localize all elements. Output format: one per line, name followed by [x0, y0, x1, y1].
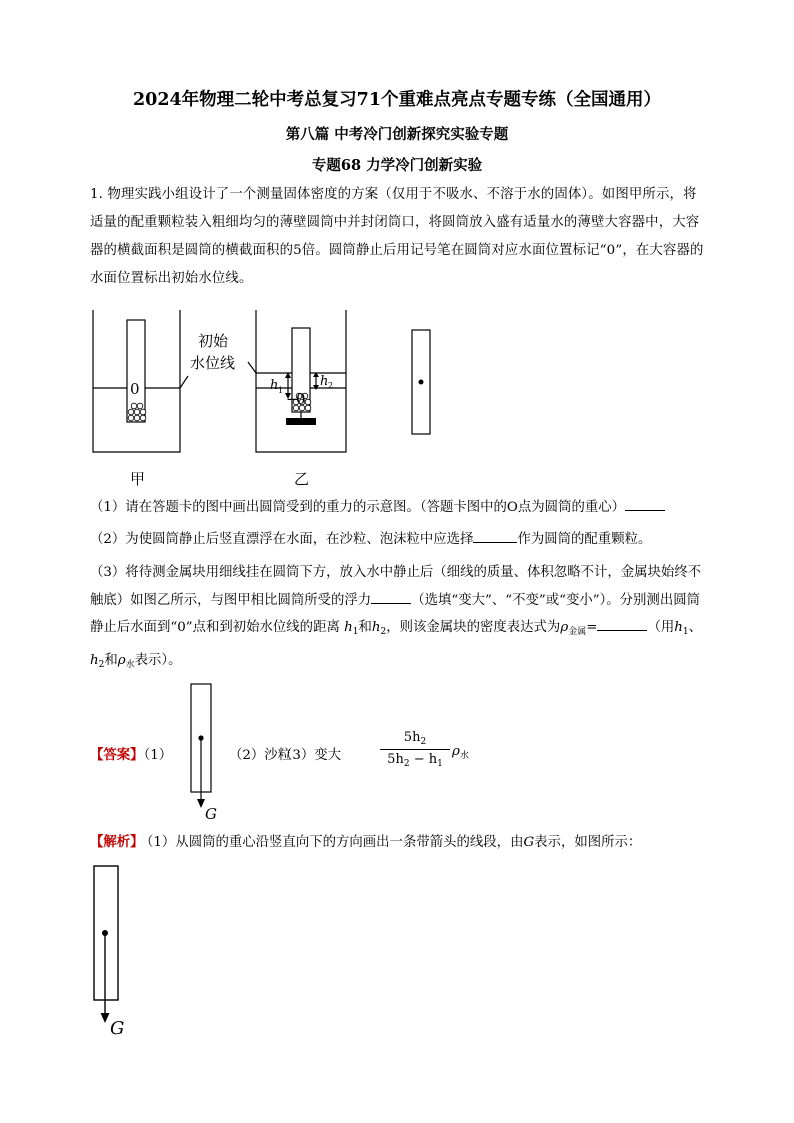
analysis-tag: 【解析】 [90, 834, 144, 850]
answer-blank-3[interactable] [371, 589, 411, 604]
answer-part-2: （2）沙粒 [229, 748, 292, 763]
beads-jia [128, 403, 146, 421]
answer-fraction: $5h_2$ $5h_2 - h_1$ [380, 730, 450, 769]
caption-jia: 甲 [130, 470, 146, 488]
answer-gravity-label: G [205, 805, 217, 822]
answer-tag: 【答案】 [90, 747, 144, 763]
sub-question-3: （3）将待测金属块用细线挂在圆筒下方，放入水中静止后（细线的质量、体积忽略不计，金属块始终不触底）如图乙所示，与图甲相比圆筒所受的浮力 （选填“变大”、“不变”或“变小”）。分别测出圆筒静止后水面到“0”点和到初始水位线的距离 $h_1$和$h_2$，则该金属块的密度表达式为$\rho_{金属}=$ （用$h_1$、$h_2$和$\rho_水$表示）。 [90, 565, 702, 671]
answer-part-3: （3）变大 [279, 748, 342, 763]
svg-text:−: − [286, 390, 299, 408]
topic-title: 专题68 力学冷门创新实验 [311, 157, 483, 174]
caption-yi: 乙 [294, 470, 310, 488]
h1-label: h [270, 378, 279, 393]
initial-line-label-1: 初始 [198, 332, 229, 350]
answer-rho: $\rho_水$ [452, 744, 469, 761]
svg-text:1: 1 [278, 386, 284, 395]
center-of-gravity-dot [419, 380, 424, 385]
document-title: 2024年物理二轮中考总复习71个重难点亮点专题专练（全国通用） [132, 90, 662, 110]
analysis-figure [88, 862, 138, 1042]
answer-figure [185, 682, 225, 822]
answer-blank-2[interactable] [473, 528, 517, 543]
experiment-figure [88, 304, 448, 494]
analysis-text: （1）从圆筒的重心沿竖直向下的方向画出一条带箭头的线段，由G表示，如图所示： [140, 835, 642, 850]
part-title: 第八篇 中考冷门创新探究实验专题 [285, 126, 509, 143]
answer-blank-1[interactable] [625, 496, 665, 511]
answer-blank-4[interactable] [597, 616, 647, 631]
answer-line: 【答案】（1） [90, 747, 173, 763]
analysis-gravity-label: G [110, 1018, 125, 1039]
metal-block [286, 418, 316, 425]
question-intro: 1. 物理实践小组设计了一个测量固体密度的方案（仅用于不吸水、不溶于水的固体）。如图甲所示，将适量的配重颗粒装入粗细均匀的薄壁圆筒中并封闭筒口，将圆筒放入盛有适量水的薄壁大容器中，大容器的横截面积是圆筒的横截面积的5倍。圆筒静止后用记号笔在圆筒对应水面位置标记“0”，在大容器的水面位置标出初始水位线。 [90, 187, 704, 286]
h2-label: h [320, 374, 329, 389]
zero-mark-jia: 0 [130, 380, 140, 398]
sub-question-1: （1）请在答题卡的图中画出圆筒受到的重力的示意图。（答题卡图中的O点为圆筒的重心） [90, 494, 707, 522]
initial-line-label-2: 水位线 [190, 354, 236, 372]
zero-mark-yi: 0 [296, 390, 306, 408]
sub-question-2: （2）为使圆筒静止后竖直漂浮在水面，在沙粒、泡沫粒中应选择 作为圆筒的配重颗粒。 [90, 526, 707, 554]
svg-text:2: 2 [328, 381, 334, 390]
